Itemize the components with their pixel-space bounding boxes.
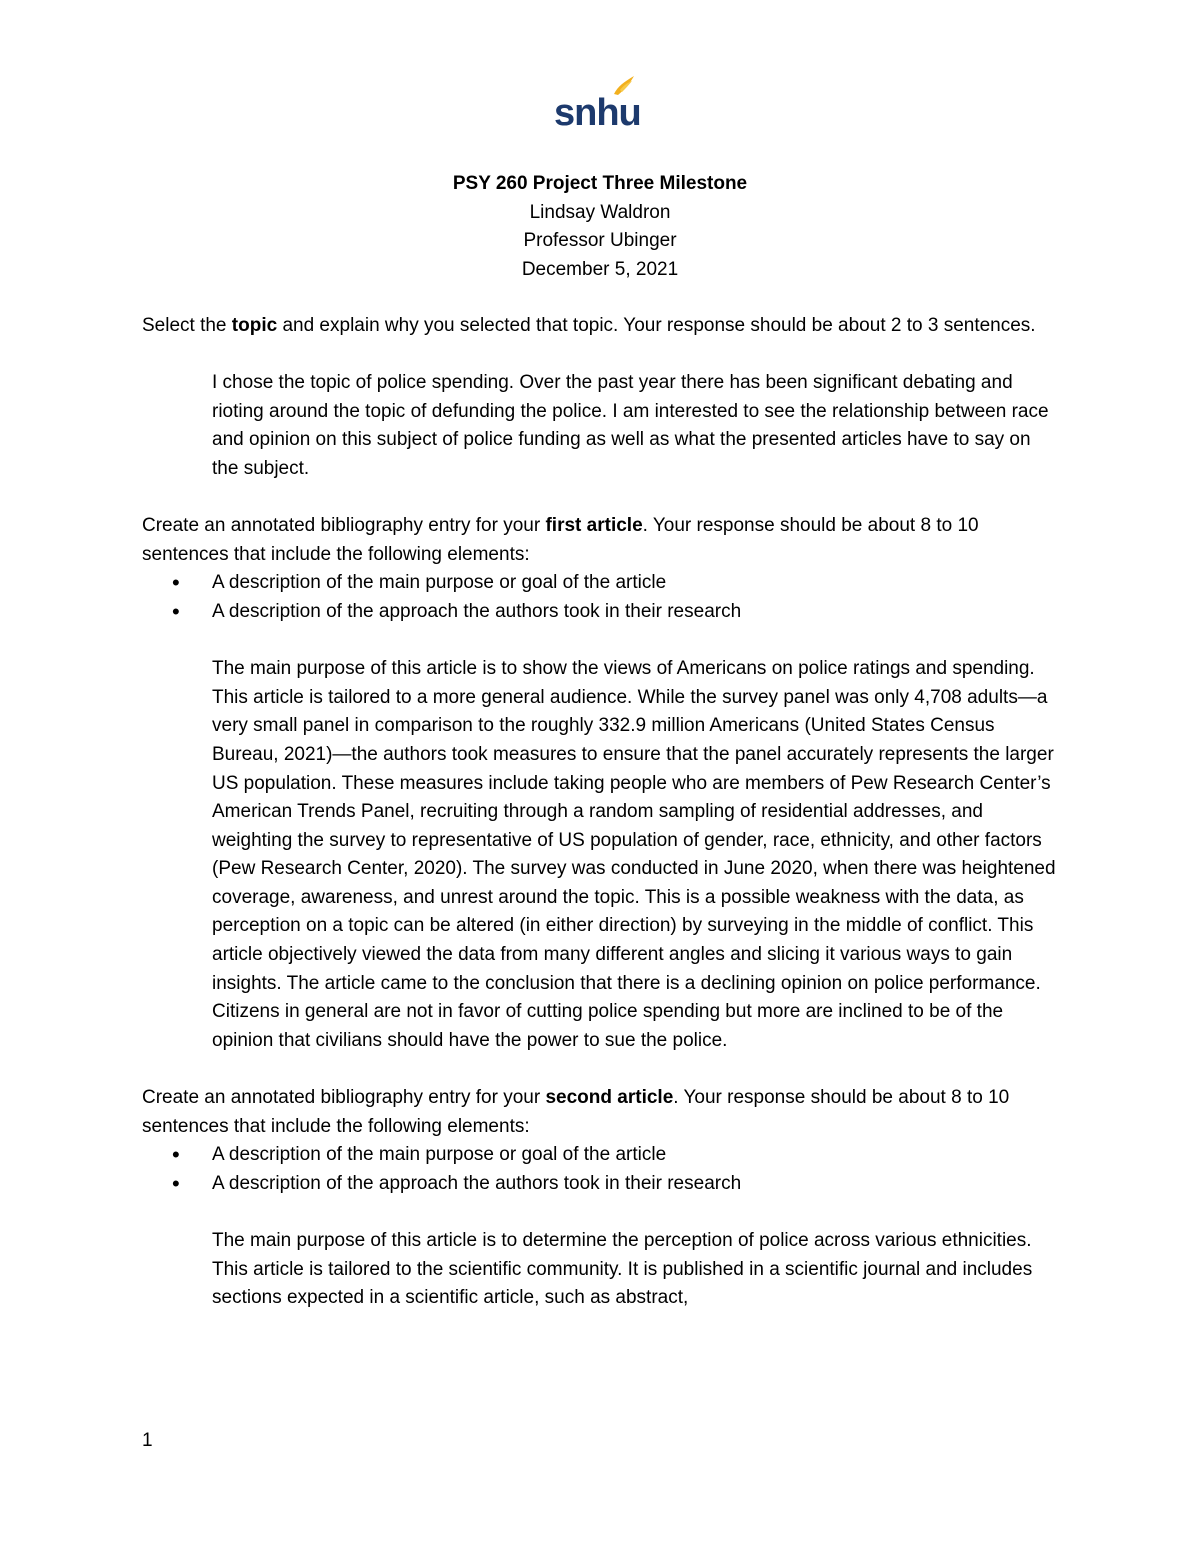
document-date: December 5, 2021 [521,258,679,280]
author-name: Lindsay Waldron [529,201,671,223]
bullet-list [142,569,1062,626]
prompt-bold: first article [545,515,643,537]
answer-first-article: The main purpose of this article is to show the views of Americans on police ratings and spending. This article is tailored to a more general audience. While the survey panel was only 4,708 adults—a very small panel in comparison to the roughly 332.9 million Americans (United States Census Bureau, 2021)—the authors took measures to ensure that the panel accurately represents the larger US population. These measures include taking people who are members of Pew Research Center’s American Trends Panel, recruiting through a random sampling of residential addresses, and weighting the survey to representative of US population of gender, race, ethnicity, and other factors (Pew Research Center, 2020). The survey was conducted in June 2020, when there was heightened coverage, awareness, and unrest around the topic. This is a possible weakness with the data, as perception on a topic can be altered (in either direction) by surveying in the middle of conflict. This article objectively viewed the data from many different angles and slicing it various ways to gain insights. The article came to the conclusion that there is a declining opinion on police performance. Citizens in general are not in favor of cutting police spending but more are inclined to be of the opinion that civilians should have the power to sue the police. [212,658,1056,1051]
list-item: • A description of the main purpose or goal of the article [142,569,1062,598]
logo-wordmark: snhu [554,92,641,134]
document-title: PSY 260 Project Three Milestone [452,173,748,194]
prompt-topic [142,312,1062,341]
prompt-text: Create an annotated bibliography entry for your [142,1087,546,1109]
professor-name: Professor Ubinger [523,230,677,251]
prompt-first-article [142,512,1062,569]
prompt-bold: second article [545,1087,674,1109]
answer-topic: I chose the topic of police spending. Over the past year there has been significant debating and rioting around the topic of defunding the police. I am interested to see the relationship between race and opinion on this subject of police funding as well as what the presented articles have to say on the subject. [212,372,1049,479]
bullet-list [142,1141,1062,1198]
answer-second-article: The main purpose of this article is to determine the perception of police across various ethnicities. This article is tailored to the scientific community. It is published in a scientific journal and includes sections expected in a scientific article, such as abstract, [212,1230,1033,1309]
prompt-bold: topic [231,315,278,336]
title-block [0,170,1200,284]
document-body [142,312,1062,1313]
prompt-second-article [142,1084,1062,1141]
list-item: • A description of the approach the authors took in their research [142,1170,1062,1199]
prompt-text: . Your response should be about 8 to 10 sentences that include the following elements: [142,515,979,565]
prompt-text: Select the [142,315,232,336]
prompt-text: . Your response should be about 8 to 10 sentences that include the following elements: [142,1087,1010,1137]
list-item: • A description of the main purpose or goal of the article [142,1141,1062,1170]
snhu-logo [554,74,641,134]
prompt-text: Create an annotated bibliography entry for your [142,515,546,537]
page-number: 1 [142,1430,153,1451]
list-item: • A description of the approach the authors took in their research [142,598,1062,627]
prompt-text: and explain why you selected that topic. Your response should be about 2 to 3 sentences. [277,315,1036,336]
